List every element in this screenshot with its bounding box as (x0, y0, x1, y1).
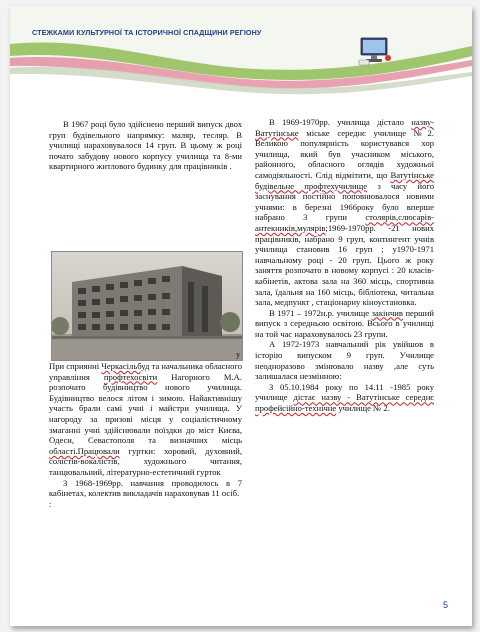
building-photo (51, 251, 243, 361)
left-column-text: При сприянні Черкасільбуд та начальника обласного управління профтехосвіти Нагорного М.А. розпочато будівництво нового училища. Будівництво велося літом і зимою. Найактивнішу участь брали самі учні і майстри училища. У нагороду за призові місця у соціалістичному змаганні учні здійснювали поїздки до міст Києва, Одеси, Севастополя та визначних місць області.Працювали гуртки: хоровий, духовний, солістів-вокалістів, художнього читання, танцювальний, літературно-естетичний гурток З 1968-1969рр. навчання проводилось в 7 кабінетах, колектив викладачів нараховував 11 осіб. : (49, 361, 243, 509)
stray-letter: у (236, 349, 241, 359)
header-title: СТЕЖКАМИ КУЛЬТУРНОЇ ТА ІСТОРИЧНОЇ СПАДЩИНИ РЕГІОНУ (32, 28, 262, 37)
page-number: 5 (443, 600, 449, 610)
left-paragraph-1: В 1967 році було здійснено перший випуск двох груп будівельного напрямку: маляр, тесляр. В училищі нараховувалося 14 груп. В цьому ж році почато забудову нового корпусу училища та 8-ми квартирного житлового будинку для працівників . (49, 119, 242, 172)
header-decoration (10, 6, 472, 96)
computer-icon (358, 32, 394, 66)
left-paragraph-3: З 1968-1969рр. навчання проводилось в 7 кабінетах, колектив викладачів нараховував 11 осіб. (49, 477, 242, 499)
right-column-text: В 1969-1970рр. училища дістало назву-Ватутінське міське середнє училище №2. Великою популярність користувався хор училища, який був учасником міського, районного, обласного оглядів художньої самодіяльності. Слід відмітити, що Ватутінське будівельне профтехучилище з часу його заснування постійно поповнювалося новими учнями: в березні 1966року було вперше набрано 3 групи столярів,слюсарів-антекників,мулярів;1969-1970рр. -21 нових працівників, набрано 9 груп, контингент учнів училища становив 16 груп ; у1970-1971 навчальному році - 20 груп. Цього ж року заняття розпочато в новому корпусі : 20 класів-кабінетів, актова зала на 360 місць, спортивна зала, їдальня на 160 місць, бібліотека, читальна зала, медпункт , стаціонарну кіноустановка. В 1971 – 1972н.р. училище закінчив перший випуск з середньою освітою. Всього в училищі на той час нараховувалось 23 групи. А 1972-1973 навчальний рік увійшов в історію випуском 9 груп. Училище неодноразово змінювало назву ,але суть залишалася незмінною: З 05.10.1984 року по 14.11 -1985 року училище дістає назву - Ватутінське середнє профейсійно-технічне училище № 2. (255, 117, 434, 414)
document-page (10, 6, 472, 626)
colon: : (49, 498, 52, 509)
